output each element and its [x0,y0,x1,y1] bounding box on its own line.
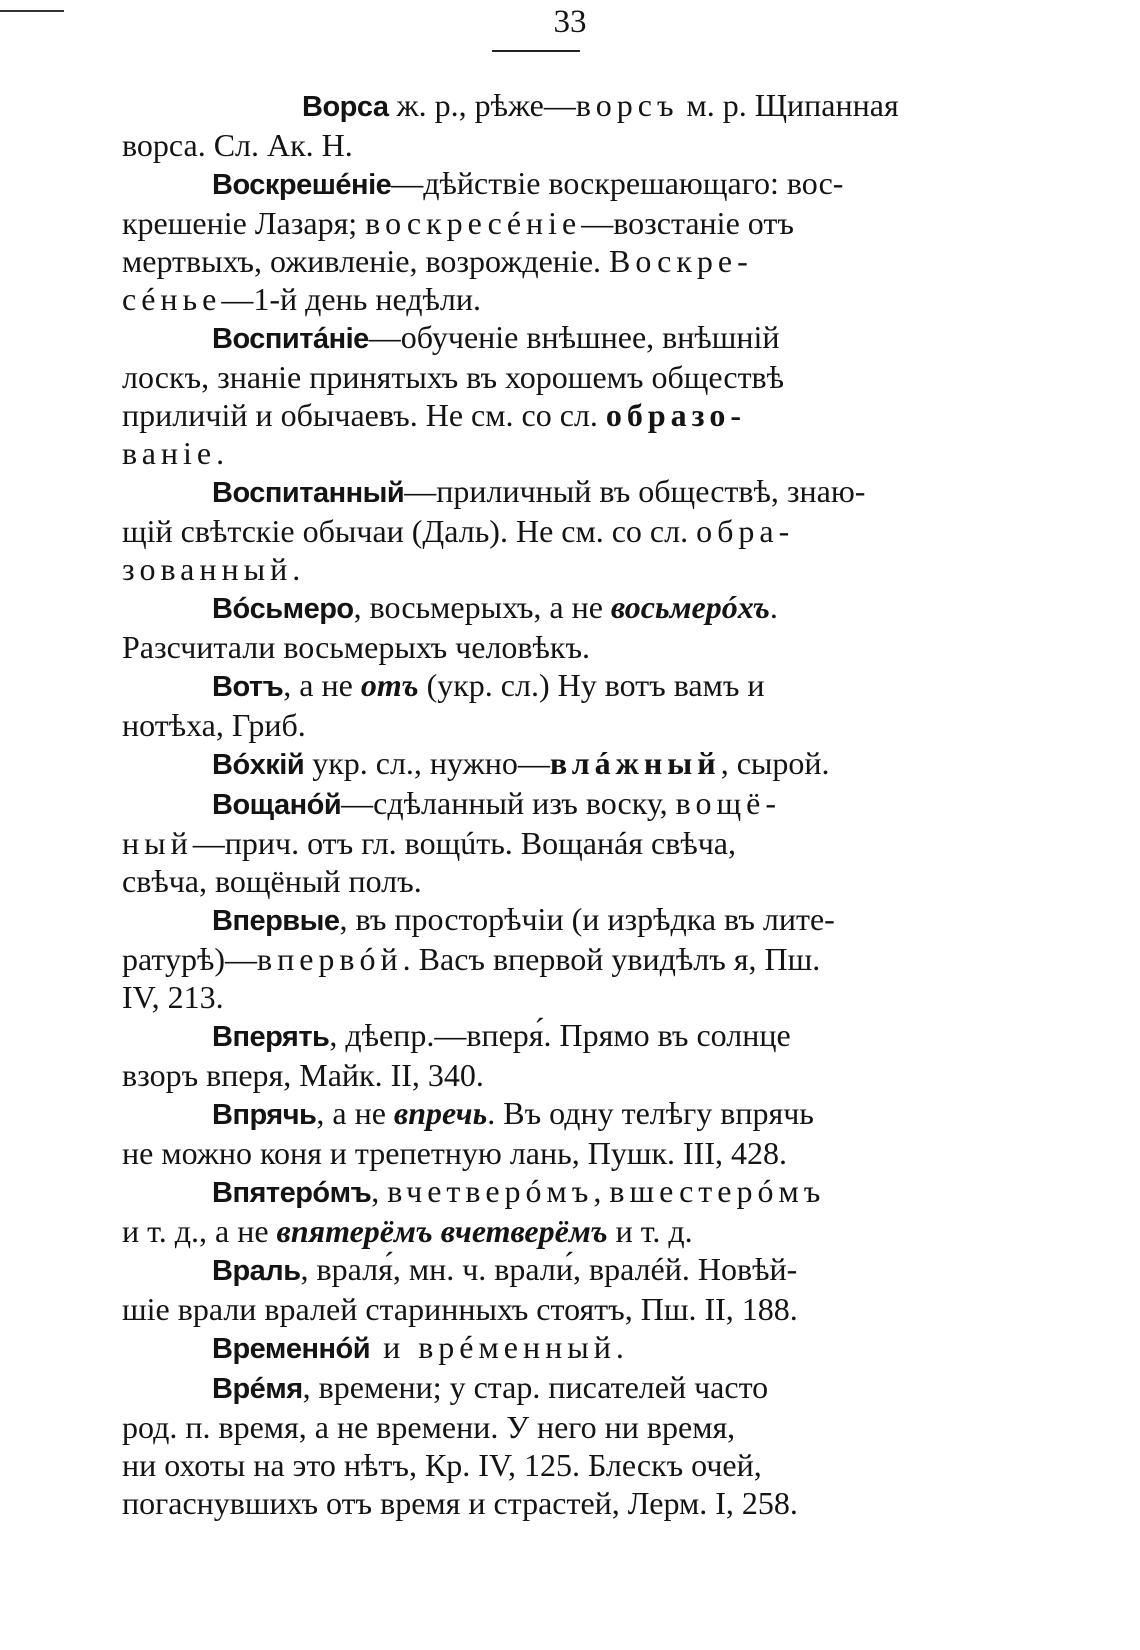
entry-line [122,434,946,472]
variant-form: врéменный [418,1329,616,1365]
entry-line [122,588,946,628]
entry-text: и т. д. [607,1213,693,1249]
entry-text: , времени; у стар. писателей часто [302,1369,769,1405]
entry-line [122,204,946,242]
page-number-rule [492,50,580,52]
entry-vokhkii [122,744,946,784]
headword: Воспитáніе [212,323,369,355]
entry-text: нотѣха, Гриб. [122,707,306,743]
entry-text: , восьмерыхъ, а не [353,589,611,625]
entry-line [122,1016,946,1056]
headword: Врéмя [212,1373,303,1405]
entry-text: не можно коня и трепетную лань, Пушк. III, 428. [122,1135,787,1171]
entry-text: м. р. Щипанная [678,87,899,123]
entry-line [122,1408,946,1446]
entry-line [122,126,946,164]
variant-form: вощё- [675,785,782,821]
entry-line [122,86,946,126]
entry-text: . Въ одну телѣгу впрячь [487,1095,814,1131]
entry-text: , а не [316,1095,394,1131]
variant-form: вшестерóмъ [609,1173,826,1209]
entry-line [122,1250,946,1290]
entry-text: . [615,1329,624,1365]
headword: Вотъ [212,671,284,703]
headword: Впрячь [212,1099,317,1131]
entry-line [122,666,946,706]
entry-text: , а не [283,667,361,703]
variant-form: ваніе [122,435,217,471]
entry-line [122,978,946,1016]
entry-line [122,862,946,900]
entry-text: —обученіе внѣшнее, внѣшній [368,319,780,355]
entry-vospitanie [122,318,946,472]
incorrect-form: впречь [393,1095,488,1131]
variant-form: зованный [122,551,293,587]
page-number: 33 [553,4,587,40]
entry-text: . [292,551,301,587]
variant-form: Воскре- [609,243,753,279]
entry-text: —прич. отъ гл. вощúть. Вощанáя свѣча, [192,825,736,861]
variant-form: вчетверóмъ [387,1173,594,1209]
entry-text: щій свѣтскіе обычаи (Даль). Не см. со сл. [122,513,697,549]
entry-text: свѣча, вощёный полъ. [122,863,422,899]
variant-form: сéнье [122,281,222,317]
entry-text: ратурѣ)— [122,941,257,977]
entry-text: —сдѣланный изъ воску, [341,785,676,821]
entry-line [122,550,946,588]
entry-vot [122,666,946,744]
entry-text: род. п. время, а не времени. У него ни время, [122,1409,736,1445]
entry-vorsa [122,86,946,164]
entry-text: IV, 213. [122,979,224,1015]
entry-vpiaterom [122,1172,946,1250]
entry-text: —дѣйствіе воскрешающаго: вос- [391,165,844,201]
variant-form: ворсъ [575,87,679,123]
entry-line [122,706,946,744]
entry-line [122,628,946,666]
entry-text: (укр. сл.) Ну вотъ вамъ и [418,667,765,703]
variant-form: впервóй [256,941,403,977]
entry-line [122,900,946,940]
variant-form: ный [122,825,193,861]
variant-form: обра- [696,513,795,549]
headword: Впятерóмъ [212,1177,372,1209]
incorrect-form: впятерёмъ вчетверёмъ [276,1213,608,1249]
entry-vremia [122,1368,946,1522]
entry-text: погаснувшихъ отъ время и страстей, Лерм. I, 258. [122,1485,798,1521]
entry-voshchanoi [122,784,946,900]
entry-line [122,1484,946,1522]
headword: Враль [212,1255,301,1287]
entry-text: . Васъ впервой увидѣлъ я, Пш. [402,941,821,977]
headword: Впервые [212,905,340,937]
entry-vperiat [122,1016,946,1094]
entry-text: , дѣепр.—вперя́. Прямо въ солнце [329,1017,791,1053]
entry-line [122,1328,946,1368]
entry-text: ж. р., рѣже— [388,87,576,123]
entry-line [122,396,946,434]
entry-vremennoi [122,1328,946,1368]
incorrect-form: восьмерóхъ [610,589,770,625]
entry-vpriach [122,1094,946,1172]
entry-line [122,1446,946,1484]
entry-text: —приличный въ обществѣ, знаю- [404,473,866,509]
entry-vpervye [122,900,946,1016]
entry-text: приличій и обычаевъ. Не см. со сл. [122,397,606,433]
entry-line [122,1094,946,1134]
entry-line [122,744,946,784]
entry-text: , [371,1173,388,1209]
headword: Вóхкій [212,749,305,781]
entry-line [122,1172,946,1212]
entry-text: , [593,1173,610,1209]
variant-form: воскресéніе [365,205,582,241]
entry-text: мертвыхъ, оживленіе, возрожденіе. [122,243,610,279]
entry-line [122,824,946,862]
entry-line [122,472,946,512]
entry-text: шіе врали вралей старинныхъ стоятъ, Пш. II, 188. [122,1291,798,1327]
entry-text: ни охоты на это нѣтъ, Кр. IV, 125. Блескъ очей, [122,1447,762,1483]
entry-text: взоръ вперя, Майк. II, 340. [122,1057,484,1093]
entry-line [122,1368,946,1408]
headword: Вперять [212,1021,330,1053]
headword: Воскрешéніе [212,169,392,201]
entry-text: , въ просторѣчіи (и изрѣдка въ лите- [339,901,835,937]
entry-voskreshenie [122,164,946,318]
entry-line [122,242,946,280]
entry-text: —1-й день недѣли. [221,281,481,317]
entry-line [122,784,946,824]
variant-form: влáжный [549,745,721,781]
entry-line [122,1056,946,1094]
entry-line [122,358,946,396]
headword: Вóсьмеро [212,593,354,625]
entry-vospitannyi [122,472,946,588]
headword: Вощанóй [212,789,342,821]
entry-text: Разсчитали восьмерыхъ человѣкъ. [122,629,590,665]
dictionary-entries [122,86,946,1522]
entry-line [122,1134,946,1172]
entry-text: укр. сл., нужно— [304,745,550,781]
entry-text: . [216,435,225,471]
entry-line [122,1290,946,1328]
entry-text: , враля́, мн. ч. врали́, вралéй. Новѣй- [300,1251,798,1287]
entry-line [122,512,946,550]
entry-text: ворса. Сл. Ак. Н. [122,127,353,163]
headword: Воспитанный [212,477,405,509]
entry-text: . [769,589,778,625]
incorrect-form: отъ [360,667,419,703]
entry-text: и т. д., а не [122,1213,277,1249]
entry-vral [122,1250,946,1328]
entry-line [122,1212,946,1250]
entry-text: —возстаніе отъ [581,205,794,241]
headword: Ворса [302,91,389,123]
variant-form: образо- [605,397,746,433]
entry-text: крешеніе Лазаря; [122,205,366,241]
entry-vosmero [122,588,946,666]
headword: Временнóй [212,1333,371,1365]
entry-line [122,164,946,204]
entry-line [122,940,946,978]
entry-line [122,318,946,358]
entry-text: , сырой. [720,745,830,781]
entry-text: лоскъ, знаніе принятыхъ въ хорошемъ обществѣ [122,359,785,395]
entry-line [122,280,946,318]
entry-text: и [370,1329,419,1365]
